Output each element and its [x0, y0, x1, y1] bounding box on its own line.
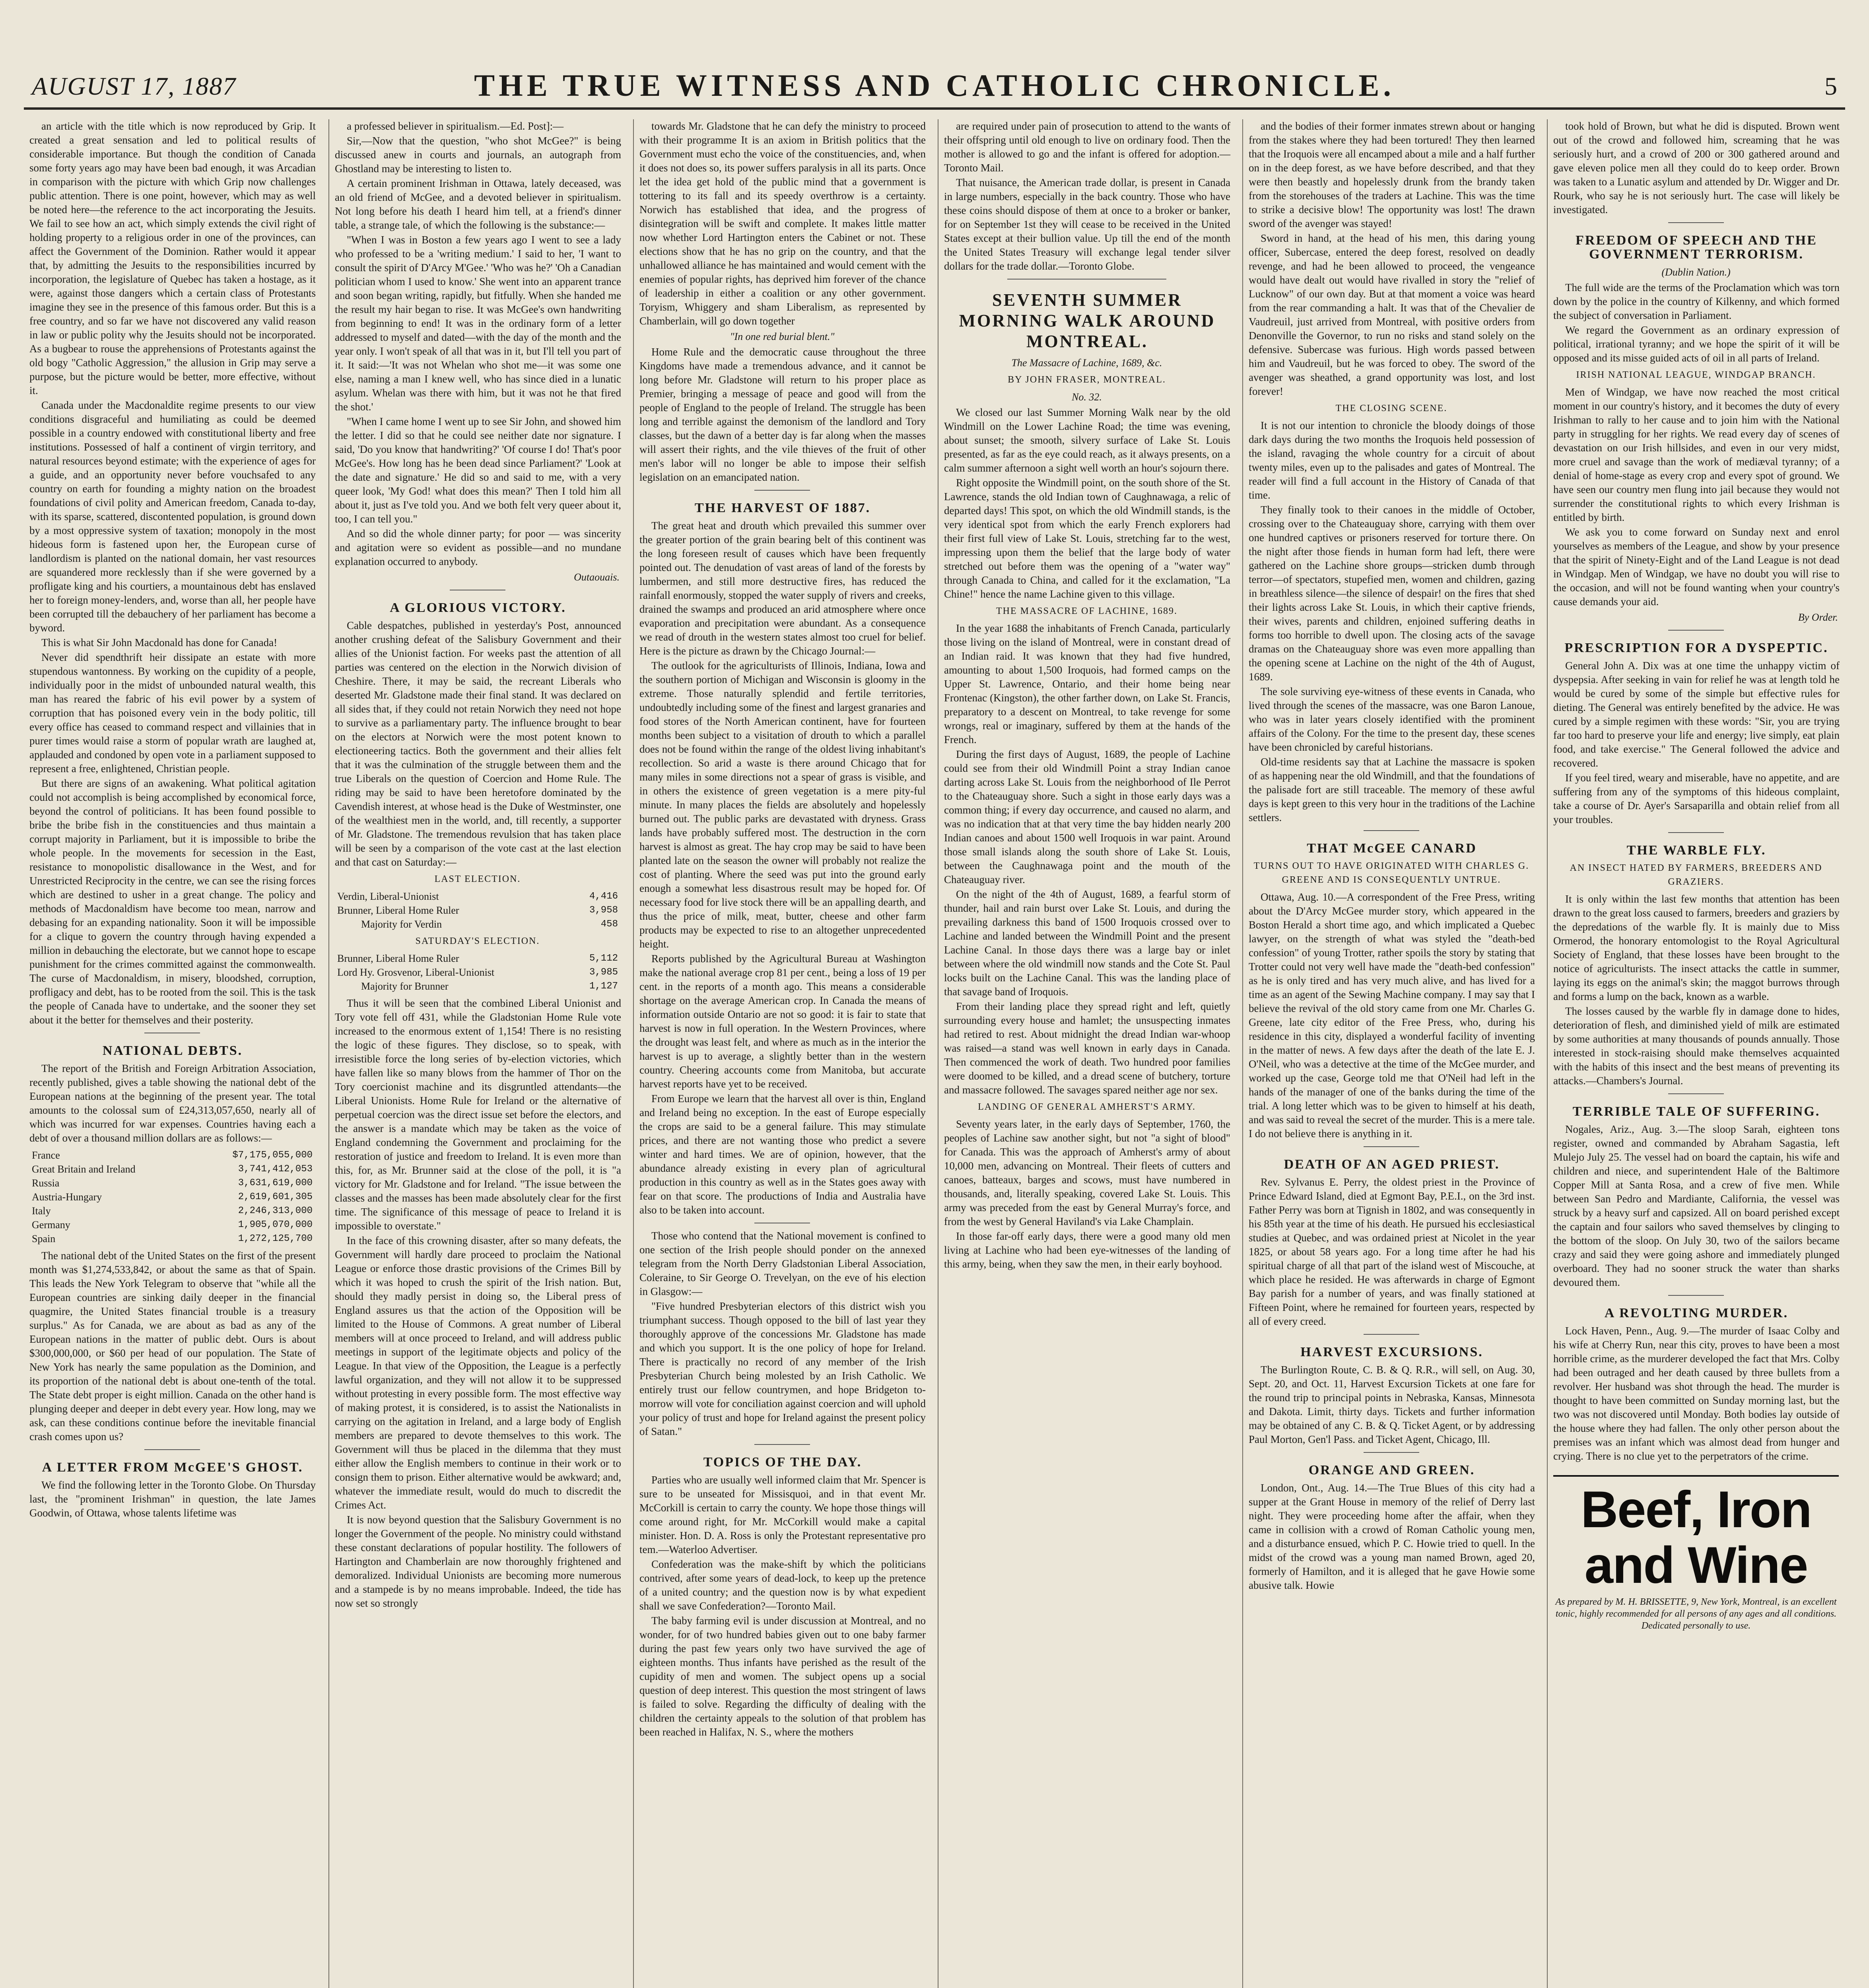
headline-warble-fly: THE WARBLE FLY. [1626, 843, 1766, 858]
article-paragraph: It is not our intention to chronicle the bloody doings of those dark days during the two months the Iroquois held possession of the island, ravaging the whole country for a circuit of about twenty miles, even up to the palisades and gates of Montreal. The reader will find a full account in the History of Canada of that time. [1249, 419, 1535, 501]
article-paragraph: That nuisance, the American trade dollar, is present in Canada in large numbers, especially in the back country. Those who have these coins should dispose of them at once to a broker or banker, for on September 1st they will cease to be received in the United States except at their bullion value. Up till the end of the month the United States Treasury will exchange legal tender silver dollars for the trade dollar.—Toronto Globe. [944, 177, 1230, 272]
article-paragraph: The outlook for the agriculturists of Illinois, Indiana, Iowa and the southern portion of Michigan and Wisconsin is gloomy in the extreme. Those naturally splendid and fertile territories, undoubtedly including some of the finest and largest granaries and food stores of the North American continent, have for fourteen months been subject to a visitation of drouth to which a parallel does not be found within the range of the oldest living inhabitant's recollection. So arid a waste is there around Chicago that for many miles in some directions not a spear of grass is visible, and in others the existence of green vegetation is a mere pity-ful minute. In many places the fields are absolutely and hopelessly burned out. The public parks are devastated with dryness. Grass lands have probably suffered most. The destruction in the corn harvest is almost as great. The hay crop may be said to have been planted late on the season the owner will probably not realize the cost of planting. Where the seed was put into the ground early enough a somewhat less disastrous result may be hoped for. Of necessary food for live stock there will be an appalling dearth, and thus the price of milk, meat, butter, cheese and other farm products may be expected to rise to an altogether unprecedented height. [639, 660, 926, 950]
article-paragraph: Seventy years later, in the early days of September, 1760, the peoples of Lachine saw another sight, but not "a sight of blood" for Canada. This was the approach of Amherst's army of about 10,000 men, advancing on Montreal. Their fleets of cutters and canoes, batteaux, barges and scows, must have numbered in thousands, and, literally speaking, covered Lake St. Louis. This army was preceded from the east by General Murray's force, and from the west by General Haviland's via Lake Champlain. [944, 1118, 1230, 1227]
article-paragraph: On the night of the 4th of August, 1689, a fearful storm of thunder, hail and rain burst over Lake St. Louis, and during the prevailing darkness this band of 1500 Iroquois crossed over to Lachine and landed between the Windmill Point and the present Lachine Canal. In those days there was a large bay or inlet between where the old windmill now stands and the Cote St. Paul locks built on the Lachine Canal. This was the landing place of that savage band of Iroquois. [944, 888, 1230, 998]
column-5 [1242, 119, 1540, 1988]
table-row [337, 965, 618, 979]
country-cell: Spain [32, 1233, 56, 1244]
masthead [24, 48, 1845, 110]
article-paragraph: Men of Windgap, we have now reached the most critical moment in our country's history, and it becomes the duty of every Irishman to rally to her cause and to join him with the National party in struggling for her rights. We read every day of scenes of devastation on our Irish hillsides, and even in our very midst, more cruel and savage than the work of mediæval tyranny; of a denial of home-stage as every crop and every spot of ground. We have seen our country men flung into jail because they would not surrender the constitutional rights to which every Irishman is entitled by birth. [1553, 386, 1840, 523]
article-paragraph: Those who contend that the National movement is confined to one section of the Irish people should ponder on the annexed telegram from the North Derry Gladstonian Liberal Association, Coleraine, to Sir George O. Trevelyan, on the eve of his election in Glasgow:— [639, 1230, 926, 1297]
headline-harvest-excursions: HARVEST EXCURSIONS. [1300, 1345, 1483, 1359]
article-paragraph: The report of the British and Foreign Arbitration Association, recently published, gives a table showing the national debt of the European nations at the beginning of the present year. The total amounts to the colossal sum of £24,313,057,650, nearly all of which was incurred for war expenses. Countries having each a debt of over a thousand million dollars are as follows:— [29, 1062, 316, 1144]
amount-cell: 3,631,619,000 [238, 1178, 313, 1188]
headline-harvest: THE HARVEST OF 1887. [694, 501, 871, 515]
article-paragraph: Canada under the Macdonaldite regime presents to our view conditions disgraceful and humiliating as could be deemed possible in a country endowed with constitutional liberty and free institutions. Possessed of half a continent of virgin territory, and natural resources beyond estimate; with the experience of ages for a guide, and an opportunity never before vouchsafed to any country on earth for founding a mighty nation on the broadest foundations of civil polity and American freedom, Canada to-day, with its sparse, scattered, discontented population, is ground down by a most oppressive system of taxation; monopoly in the most hideous form is fastened upon her, the European curse of landlordism is planted on the national domain, her vast resources are squandered more recklessly than if she were governed by a profligate king and his courtiers, a mountainous debt has enslaved her to foreign money-lenders, and, worse than all, her people have been corrupted till the debauchery of her parliament has become a byword. [29, 399, 316, 634]
divider [1007, 279, 1166, 280]
divider [1364, 1452, 1419, 1453]
votes-cell: 5,112 [589, 953, 618, 964]
newspaper-title: THE TRUE WITNESS AND CATHOLIC CHRONICLE. [474, 68, 1395, 103]
saturday-election-table [337, 951, 618, 993]
article-paragraph: "When I was in Boston a few years ago I went to see a lady who professed to be a 'writing medium.' I said to her, 'I want to consult the spirit of D'Arcy M'Gee.' 'Who was he?' 'Oh a Canadian politician whom I used to know.' She went into an apparent trance and soon began writing, rapidly, but fitfully. When she handed me the result my hair began to rise. It was McGee's own handwriting from beginning to end! It was in the ordinary form of a letter addressed to myself and dated—with the day of the month and the year only. I won't speak of all that was in it, but I'll tell you part of it. It said:—'It was not Whelan who shot me—it was some one else, naming a man I knew well, who has since died in a lunatic asylum. Whelan was there with him, but it was not he that fired the shot.' [335, 234, 621, 413]
article-paragraph: towards Mr. Gladstone that he can defy the ministry to proceed with their programme It is an axiom in British politics that the Government must echo the voice of the constituencies, and, when it does not does so, its power suffers paralysis in all its parts. Once let the idea get hold of the public mind that a government is tottering to its fall and its speedy overthrow is a certainty. Norwich has established that idea, and the progress of disintegration will be swift and complete. It makes little matter now whether Lord Hartington enters the Cabinet or not. These elections show that he has no grip on the country, and that the unhallowed alliance he has maintained and would cement with the enemies of popular rights, has deprived him forever of the chance of leadership in either a coalition or any other government. Toryism, Whiggery and sham Liberalism, as represented by Chamberlain, will go down together [639, 120, 926, 327]
headline-mcgee-canard: THAT McGEE CANARD [1307, 841, 1477, 856]
advertisement [1553, 1475, 1839, 1632]
article-paragraph: Reports published by the Agricultural Bureau at Washington make the national average crop 81 per cent., being a loss of 19 per cent. in the reports of a month ago. This means a considerable shortage on the average American crop. In Canada the means of information outside Ontario are not so good: it is fair to state that harvest is now in full operation. In the Western Provinces, where the drought was least felt, and where as much as in the interior the harvest is up to average, a slightly better than in the western country. Cheering accounts come from Manitoba, but accurate harvest reports have yet to be received. [639, 953, 926, 1090]
article-paragraph: The Burlington Route, C. B. & Q. R.R., will sell, on Aug. 30, Sept. 20, and Oct. 11, Harvest Excursion Tickets at one fare for the round trip to principal points in Nebraska, Kansas, Minnesota and Dakota. Limit, thirty days. Tickets and further information may be obtained of any C. B. & Q. Ticket Agent, or by addressing Paul Morton, Gen'l Pass. and Ticket Agent, Chicago, Ill. [1249, 1364, 1535, 1445]
article-paragraph: We ask you to come forward on Sunday next and enrol yourselves as members of the League, and show by your presence that the spirit of Ninety-Eight and of the Land League is not dead in Windgap. Men of Windgap, we have no doubt you will rise to the occasion, and will not be found wanting when your country's cause demands your aid. [1553, 526, 1840, 608]
article-paragraph: They finally took to their canoes in the middle of October, crossing over to the Chateauguay shore, carrying with them over one hundred captives or prisoners reserved for torture there. On the night after those fiends in human form had left, there were gathered on the Lachine shore groups—stricken dumb through terror—of spectators, stupefied men, women and children, gazing in breathless silence—the silence of despair! on the fires that shed their lights across Lake St. Louis, in which their captive friends, their wives, parents and children, enjoined suffering deaths in forms too horrible to dwell upon. The closing acts of the savage dramas on the Chateauguay shore was even more appalling than the opening scene at Lachine on the night of the 4th of August, 1689. [1249, 504, 1535, 683]
article-paragraph: Lock Haven, Penn., Aug. 9.—The murder of Isaac Colby and his wife at Cherry Run, near this city, proves to have been a most horrible crime, as the murderer developed the fact that Mrs. Colby had been outraged and her death caused by three bullets from a revolver. Her husband was shot through the head. The murder is thought to have been committed on Sunday morning last, but the two was not discovered until Monday. Both bodies lay outside of the house where they had fallen. The only other person about the premises was an infant which was almost dead from hunger and crying. There is no clue yet to the perpetrators of the crime. [1553, 1325, 1840, 1462]
article-paragraph: In the face of this crowning disaster, after so many defeats, the Government will hardly dare proceed to proclaim the National League or enforce those drastic provisions of the Crimes Bill by which it was hoped to crush the spirit of the Irish nation. But, should they madly persist in doing so, the Liberal press of England assures us that the action of the Opposition will be limited to the House of Commons. A great number of Liberal members will at once proceed to Ireland, and will address public meetings in support of the legitimate objects and policy of the League. In that view of the Opposition, the League is a perfectly lawful organization, and they will not allow it to be suppressed without protesting in every possible form. The most effective way of making protest, it is considered, is to assist the Nationalists in carrying on the agitation in Ireland, and a large body of English members are prepared to devote themselves to this work. The Government will thus be placed in the dilemma that they must either allow the English members to continue in their work or to consign them to prison. Either alternative would be awkward; and, whatever the immediate result, would do much to discredit the Crimes Act. [335, 1235, 621, 1511]
article-number: No. 32. [1072, 391, 1102, 403]
article-paragraph: It is only within the last few months that attention has been drawn to the great loss caused to farmers, breeders and graziers by the depredations of the warble fly. It is mainly due to Miss Ormerod, the honorary entomologist to the Royal Agricultural Society of England, that these losses have been brought to the notice of agriculturists. The insect attacks the cattle in summer, laying its eggs on the animal's skin; the maggot burrows through and forms a lump on the back, known as a warble. [1553, 893, 1840, 1002]
amount-cell: 2,619,601,305 [238, 1192, 313, 1202]
table-caption: SATURDAY'S ELECTION. [415, 936, 540, 946]
table-row [32, 1190, 313, 1204]
amount-cell: $7,175,055,000 [232, 1150, 313, 1161]
article-paragraph: The full wide are the terms of the Proclamation which was torn down by the police in the country of Kilkenny, and which formed the subject of conversation in Parliament. [1553, 282, 1840, 321]
divider [1668, 630, 1724, 631]
article-paragraph: The sole surviving eye-witness of these events in Canada, who lived through the scenes of the massacre, was one Baron Lanoue, who was in later years closely identified with the prominent affairs of the Colony. For the time to the present day, these scenes have been chronicled by careful historians. [1249, 685, 1535, 753]
page-number: 5 [1824, 72, 1837, 100]
amount-cell: 2,246,313,000 [238, 1206, 313, 1216]
article-paragraph: Nogales, Ariz., Aug. 3.—The sloop Sarah, eighteen tons register, owned and commanded by Abraham Sagastia, left Mulejo July 25. The vessel had on board the captain, his wife and children and niece, and superintendent Hale of the Baltimore Copper Mill at Santa Rosa, and a crew of five men. While between San Pedro and Mardiante, California, the vessel was struck by a heavy surf and capsized. All on board perished except the captain and four sailors who saved themselves by clinging to the bottom of the sloop. On July 30, two of the sailors became crazy and said they were going ashore and immediately plunged overboard. They had no sooner struck the water than sharks devoured them. [1553, 1123, 1840, 1288]
article-paragraph: If you feel tired, weary and miserable, have no appetite, and are suffering from any of the symptoms of this hideous complaint, take a course of Dr. Ayer's Sarsaparilla and obtain relief from all your troubles. [1553, 772, 1840, 825]
table-row [32, 1176, 313, 1190]
headline-summer-walk: SEVENTH SUMMER MORNING WALK AROUND MONTREAL. [959, 290, 1216, 351]
table-row [32, 1148, 313, 1162]
table-row [337, 889, 618, 903]
column-3 [633, 119, 931, 1988]
article-paragraph: We closed our last Summer Morning Walk near by the old Windmill on the Lower Lachine Road; the time was evening, about sunset; the smooth, silvery surface of Lake St. Louis presented, as far as the eye could reach, as it always presents, on a calm summer afternoon a sight well worth an hour's sojourn there. [944, 406, 1230, 474]
signature: Outaouais. [574, 571, 620, 583]
article-paragraph: Confederation was the make-shift by which the politicians contrived, after some years of dead-lock, to keep up the pretence of a united country; and the question now is by what expedient shall we save Confederation?—Toronto Mail. [639, 1558, 926, 1612]
headline-national-debts: NATIONAL DEBTS. [102, 1043, 243, 1058]
candidate-cell: Brunner, Liberal Home Ruler [337, 905, 459, 916]
divider [1364, 1146, 1419, 1147]
headline-revolting-murder: A REVOLTING MURDER. [1604, 1306, 1789, 1320]
divider [1668, 832, 1724, 833]
headline-terrible-tale: TERRIBLE TALE OF SUFFERING. [1572, 1104, 1820, 1119]
country-cell: Italy [32, 1205, 51, 1217]
article-paragraph: But there are signs of an awakening. What political agitation could not accomplish is being accomplished by economical force, beyond the control of politicians. It has been found possible to bribe the bribe fish in the constituencies and thus maintain a corrupt majority in Parliament, but it is impossible to bribe the whole people. In the movements for secession in the East, resistance to monopolistic disallowance in the West, and for Unrestricted Reciprocity in the centre, we can see the rising forces which are destined to usher in a great change. The policy and methods of Macdonaldism have become too mean, narrow and debasing for an expanding nationality. Soon it will be impossible for a clique to govern the country through having expended a million in debauching the electorate, but we cannot hope to escape punishment for the crimes committed against the commonwealth. The curse of Macdonaldism, in misery, bloodshed, corruption, profligacy and debt, has to be rooted from the soil. This is the task the people of Canada have to undertake, and the sooner they set about it the better for themselves and their posterity. [29, 777, 316, 1026]
quotation: "In one red burial blent." [730, 331, 835, 342]
divider [754, 490, 810, 491]
divider [1668, 1295, 1724, 1296]
table-row [337, 951, 618, 965]
article-paragraph: "Five hundred Presbyterian electors of this district wish you triumphant success. Though opposed to the bill of last year they thoroughly approve of the concessions Mr. Gladstone has made and which you support. It is the one policy of hope for Ireland. There is practically no record of any member of the Irish Presbyterian Church being molested by an Irish Catholic. We entirely trust our fellow countrymen, and hope Bridgeton to-morrow will vote for conciliation against coercion and will uphold your policy of trust and hope for Ireland against the present policy of Satan." [639, 1300, 926, 1437]
amount-cell: 1,905,070,000 [238, 1219, 313, 1230]
headline-mcgee-ghost: A LETTER FROM McGEE'S GHOST. [42, 1460, 303, 1475]
column-1 [24, 119, 321, 1988]
source-line: (Dublin Nation.) [1661, 266, 1731, 278]
country-cell: France [32, 1149, 60, 1161]
article-paragraph: and the bodies of their former inmates strewn about or hanging from the stakes where they had been tortured! They then learned that the Iroquois were all encamped about a mile and a half further on in the deep forest, as we have before described, and that they were then beastly and hopelessly drunk from the brandy taken from the storehouses of the traders at Lachine. This was the time to strike a decisive blow! The opportunity was lost! The drawn sword of the avenger was stayed! [1249, 120, 1535, 229]
candidate-cell: Lord Hy. Grosvenor, Liberal-Unionist [337, 967, 495, 978]
country-cell: Austria-Hungary [32, 1191, 102, 1203]
divider [144, 1449, 200, 1450]
article-paragraph: Never did spendthrift heir dissipate an estate with more stupendous wantonness. By working on the cupidity of a people, individually poor in the midst of unbounded natural wealth, this man has reared the fabric of his evil power by a system of corruption that has poisoned every vein in the body politic, till every office has ceased to command respect and villainies that in purer times would raise a storm of popular wrath are laughed at, applauded and condoned by open vote in a parliament supposed to represent a free, enlightened, Christian people. [29, 651, 316, 775]
ad-body: As prepared by M. H. BRISSETTE, 9, New York, Montreal, is an excellent tonic, highly recommended for all persons of any ages and all conditions. Dedicated personally to use. [1555, 1597, 1837, 1631]
issue-date: AUGUST 17, 1887 [32, 72, 237, 100]
votes-cell: 3,985 [589, 967, 618, 978]
article-paragraph: an article with the title which is now reproduced by Grip. It created a great sensation and led to political results of considerable importance. But though the condition of Canada some forty years ago may have been bad enough, it was Arcadian in comparison with the picture with which Grip now challenges public attention. There is one point, however, which may as well be noted here—the reference to the act incorporating the Jesuits. We fail to see how an act, which simply extends the civil right of holding property to a religious order in one of the provinces, can affect the Government of the Dominion. Rather would it appear that, by admitting the Jesuits to the responsibilities incurred by incorporation, the legislature of Quebec has taken a hostage, as it were, against those dangers which a certain class of Protestants imagine they see in the presence of this famous order. But this is a free country, and so far we have not discovered any valid reason in law or public polity why the Jesuits should not be incorporated. As a bugbear to rouse the apprehensions of Protestants against the old bogy "Catholic Aggression," the allusion in Grip may serve a purpose, but the picture would be better, more effective, without it. [29, 120, 316, 396]
article-paragraph: Old-time residents say that at Lachine the massacre is spoken of as happening near the old Windmill, and that the foundations of the palisade fort are still traceable. The memory of these awful days is kept green to this very hour in the traditions of the Lachine settlers. [1249, 756, 1535, 823]
table-row [32, 1218, 313, 1232]
article-paragraph: From Europe we learn that the harvest all over is thin, England and Ireland being no exception. In the east of Europe especially the crops are said to be a general failure. This may stimulate prices, and there are not wanting those who predict a severe winter and hard times. We are of opinion, however, that the abundance already existing in every plan of agricultural production in this country as well as in the States goes away with fear on that score. The productions of India and Australia have also to be taken into account. [639, 1093, 926, 1216]
column-4 [938, 119, 1235, 1988]
section-label: IRISH NATIONAL LEAGUE, WINDGAP BRANCH. [1576, 370, 1816, 380]
article-paragraph: are required under pain of prosecution to attend to the wants of their offspring until old enough to live on ordinary food. Then the mother is allowed to go and the infant is offered for adoption.—Toronto Mail. [944, 120, 1230, 174]
article-paragraph: The great heat and drouth which prevailed this summer over the greater portion of the grain bearing belt of this continent was the long foreseen result of causes which have been frequently pointed out. The denudation of vast areas of land of the forests by lumbermen, and still more destructive fires, has reduced the rainfall enormously, stopped the water supply of rivers and creeks, drained the swamps and produced an arid atmosphere where once evaporation and precipitation were abundant. As a consequence we read of drouth in the western states almost too cruel for belief. Here is the picture as drawn by the Chicago Journal:— [639, 520, 926, 657]
votes-cell: 4,416 [589, 891, 618, 902]
article-paragraph: Right opposite the Windmill point, on the south shore of the St. Lawrence, stands the old Indian town of Caughnawaga, a relic of departed days! This spot, on which the old Windmill stands, is the very identical spot from which the early French explorers had their first full view of Lake St. Louis, stretching far to the west, impressing upon them the belief that the large body of water stretched out before them was the opening of a "water way" through Canada to China, and called for it the exclamation, "La Chine!" hence the name Lachine given to this village. [944, 477, 1230, 600]
divider [754, 1444, 810, 1445]
article-paragraph: a professed believer in spiritualism.—Ed. Post]:— [347, 120, 564, 132]
majority-cell: Majority for Brunner [361, 980, 449, 992]
headline-aged-priest: DEATH OF AN AGED PRIEST. [1284, 1157, 1500, 1172]
candidate-cell: Brunner, Liberal Home Ruler [337, 953, 459, 964]
country-cell: Great Britain and Ireland [32, 1163, 136, 1175]
table-row [32, 1162, 313, 1176]
article-paragraph: Cable despatches, published in yesterday's Post, announced another crushing defeat of the Salisbury Government and their allies of the Unionist faction. For weeks past the attention of all parties was centered on the election in the Norwich division of Cheshire. There, it may be said, the recreant Liberals who deserted Mr. Gladstone made their final stand. It was declared on all sides that, if they could not retain Norwich they need not hope to survive as a parliamentary party. The influence brought to bear on the electors at Norwich were the most potent known to electioneering tactics. Both the government and their allies felt that it was the culmination of the struggle between them and the true Liberals on the question of Coercion and Home Rule. The riding may be said to have been heretofore dominated by the Cavendish interest, at whose head is the Duke of Westminster, one of the wealthiest men in the world, and, till recently, a supporter of Mr. Gladstone. The tremendous revulsion that has taken place will be seen by a comparison of the vote cast at the last election and that cast on Saturday:— [335, 619, 621, 868]
byline: BY JOHN FRASER, MONTREAL. [1008, 375, 1166, 385]
section-label: THE MASSACRE OF LACHINE, 1689. [996, 606, 1178, 616]
divider [1668, 1093, 1724, 1094]
article-paragraph: Sword in hand, at the head of his men, this daring young officer, Subercase, entered the deep forest, resolved on deadly revenge, and had he been allowed to proceed, the vengeance would have dealt out would have rivalled in story the "relief of Lucknow" of our own day. But at that moment a voice was heard from the rear commanding a halt. It was that of the Chevalier de Vaudreuil, just arrived from Montreal, with positive orders from Denonville the Governor, to run no risks and stand solely on the defensive. Subercase was furious. High words passed between him and Vaudreuil, but he was forced to obey. The sword of the avenger was sheathed, a grand opportunity was lost, and lost forever! [1249, 232, 1535, 397]
table-row [337, 979, 618, 993]
section-label: LANDING OF GENERAL AMHERST'S ARMY. [978, 1102, 1196, 1112]
article-paragraph: The losses caused by the warble fly in damage done to hides, deterioration of flesh, and diminished yield of milk are estimated by some authorities at many thousands of pounds annually. Those interested in stock-raising should make themselves acquainted with the habits of this insect and the best means of preventing its attacks.—Chambers's Journal. [1553, 1005, 1840, 1087]
subheadline: TURNS OUT TO HAVE ORIGINATED WITH CHARLES G. GREENE AND IS CONSEQUENTLY UNTRUE. [1253, 861, 1529, 885]
article-paragraph: London, Ont., Aug. 14.—The True Blues of this city had a supper at the Grant House in memory of the relief of Derry last night. They were proceeding home after the affair, when they came in collision with a crowd of Roman Catholic young men, and a disturbance ensued, which P. C. Howie tried to quell. In the midst of the crowd was a young man named Brown, aged 20, formerly of Hamilton, and it is alleged that he gave Howie some abusive talk. Howie [1249, 1482, 1535, 1591]
ad-title: Beef, Iron and Wine [1581, 1480, 1811, 1594]
article-paragraph: General John A. Dix was at one time the unhappy victim of dyspepsia. After seeking in vain for relief he was at length told he would be cured by some of the simple but effective rules for dieting. The General was entirely benefited by the advice. He was cured by a simple regimen with these words: "Sir, you are trying far too hard to preserve your life and energy; live simply, eat plain food, and take exercise." The General followed the advice and recovered. [1553, 660, 1840, 769]
table-row [337, 917, 618, 931]
debts-table [32, 1148, 313, 1246]
headline-dyspeptic: PRESCRIPTION FOR A DYSPEPTIC. [1564, 641, 1828, 655]
table-caption: LAST ELECTION. [434, 874, 521, 884]
subheadline: AN INSECT HATED BY FARMERS, BREEDERS AND GRAZIERS. [1570, 863, 1822, 887]
headline-orange-green: ORANGE AND GREEN. [1308, 1463, 1475, 1477]
article-paragraph: This is what Sir John Macdonald has done for Canada! [41, 637, 278, 648]
candidate-cell: Verdin, Liberal-Unionist [337, 891, 439, 902]
section-label: THE CLOSING SCENE. [1335, 403, 1447, 414]
article-paragraph: During the first days of August, 1689, the people of Lachine could see from their old Windmill Point a stray Indian canoe darting across Lake St. Louis from the neighborhood of Ile Perrot to the Chateauguay shore. Such a sight in those early days was a common thing; if every day occurrence, and caused no alarm, and was no indication that at that very time the bay hidden nearly 200 Indian canoes and about 1500 well Iroquois in war paint. Around those small islands along the south shore of Lake St. Louis, between the Caughnawaga point and the mouth of the Chateauguay river. [944, 748, 1230, 885]
article-paragraph: From their landing place they spread right and left, quietly surrounding every house and hamlet; the unsuspecting inmates had retired to rest. About midnight the dread Indian war-whoop was raised—a stand was well known in early days in Canada. Then commenced the work of death. Two hundred poor families were doomed to be killed, and a dread scene of butchery, torture and massacre followed. The savages spared neither age nor sex. [944, 1000, 1230, 1096]
votes-cell: 1,127 [589, 981, 618, 992]
article-paragraph: The national debt of the United States on the first of the present month was $1,274,533,842, or about the same as that of Spain. This leads the New York Telegram to observe that "while all the European countries are sinking daily deeper in the financial quagmire, the United States financial trouble is a treasury surplus." As for Canada, we are about as bad as any of the European nations in the matter of public debt. Ours is about $300,000,000, or $60 per head of our population. The State of New York has nearly the same population as the Dominion, and its proportion of the national debt is about one-tenth of the total. The State debt proper is eight million. Canada on the other hand is plunging deeper and deeper in debt every year. How long, may we ask, can these conditions continue before the inevitable financial crash comes upon us? [29, 1250, 316, 1442]
table-row [32, 1232, 313, 1246]
headline-glorious-victory: A GLORIOUS VICTORY. [390, 600, 566, 615]
article-paragraph: Sir,—Now that the question, "who shot McGee?" is being discussed anew in courts and journals, an autograph from Ghostland may be interesting to listen to. [335, 135, 621, 175]
votes-cell: 3,958 [589, 905, 618, 916]
article-paragraph: Ottawa, Aug. 10.—A correspondent of the Free Press, writing about the D'Arcy McGee murder story, which appeared in the Boston Herald a short time ago, and which implicated a Quebec lawyer, on the strength of what was styled the "death-bed confession" of young Trotter, rather spoils the story by stating that Trotter could not very well have made the "death-bed confession" as he is only tired and has very much alive, and has lived for a time as an agent of the Sewing Machine company. I may say that I believe the revival of the old story came from one Mr. Charles G. Greene, late city editor of the Free Press, who, during his residence in this city, displayed a wonderful facility of inventing in the matter of news. A few days after the death of the late E. J. O'Neil, who was a detective at the time of the McGee murder, and worked up the case, George told me that O'Neil had left in the hands of the manager of one of the banks during the time of the trial. A long letter which was to be given to himself at his death, and was said to reveal the secret of the murder. This is a mere tale. I do not believe there is anything in it. [1249, 891, 1535, 1140]
headline-topics: TOPICS OF THE DAY. [703, 1455, 862, 1470]
headline-freedom-of-speech: FREEDOM OF SPEECH AND THE GOVERNMENT TERRORISM. [1576, 233, 1817, 262]
last-election-table [337, 889, 618, 931]
majority-cell: Majority for Verdin [361, 918, 442, 930]
article-paragraph: We find the following letter in the Toronto Globe. On Thursday last, the "prominent Irishman" in question, the late James Goodwin, of Ottawa, whose talents lifetime was [29, 1479, 316, 1519]
columns [24, 119, 1845, 1988]
signature: By Order. [1798, 612, 1838, 623]
subheadline: The Massacre of Lachine, 1689, &c. [1011, 357, 1162, 369]
article-paragraph: Parties who are usually well informed claim that Mr. Spencer is sure to be unseated for Missisquoi, and in that event Mr. McCorkill is certain to carry the county. We hope those things will come around right, for Mr. McCorkill would make a capital minister. Hon. D. A. Ross is only the Protestant representative pro tem.—Waterloo Advertiser. [639, 1474, 926, 1555]
country-cell: Russia [32, 1177, 60, 1189]
article-paragraph: A certain prominent Irishman in Ottawa, lately deceased, was an old friend of McGee, and a devoted believer in spiritualism. Not long before his death I heard him tell, at a friend's dinner table, a strange tale, of which the following is the substance:— [335, 177, 621, 231]
table-row [32, 1204, 313, 1218]
article-paragraph: Home Rule and the democratic cause throughout the three Kingdoms have made a tremendous advance, and it cannot be long before Mr. Gladstone will return to his proper place as Premier, bringing a message of peace and good will from the people of England to the people of Ireland. The struggle has been long and terrible against the demonism of the landlord and Tory classes, but the dawn of a better day is far along when the masses will assert their rights, and the vile thieves of the fruit of other men's labor will no longer be able to impose their selfish legislation on an emancipated nation. [639, 346, 926, 483]
article-paragraph: took hold of Brown, but what he did is disputed. Brown went out of the crowd and followed him, screaming that he was seriously hurt, and a crowd of 200 or 300 gathered around and gave eleven police men all they could do to keep order. Brown was taken to a Lunatic asylum and attended by Dr. Wigger and Dr. Rourk, who say he is not seriously hurt. The case will likely be investigated. [1553, 120, 1840, 215]
article-paragraph: And so did the whole dinner party; for poor — was sincerity and agitation were so evident as possible—and no mundane explanation occurred to anybody. [335, 528, 621, 567]
table-row [337, 903, 618, 917]
article-paragraph: "When I came home I went up to see Sir John, and showed him the letter. I did so that he could see neither date nor signature. I said, 'Do you know that handwriting?' 'Of course I do! That's poor McGee's. How long has he been dead since Parliament?' 'Look at the date and signature.' He did so and said to me, with a very queer look, 'My God! what does this mean?' Then I told him all about it, just as I've told you. And we both felt very queer about it, too, I can tell you." [335, 415, 621, 525]
divider [1364, 1334, 1419, 1335]
article-paragraph: The baby farming evil is under discussion at Montreal, and no wonder, for of two hundred babies given out to one baby farmer during the past few years only two have survived the age of eighteen months. Thus infants have perished as the result of the cupidity of men and women. The subject opens up a social question of deep interest. This question the most stringent of laws is failed to solve. Regarding the difficulty of dealing with the children the certainty appeals to the solution of that problem has been reached in Halifax, N. S., where the mothers [639, 1615, 926, 1738]
article-paragraph: In those far-off early days, there were a good many old men living at Lachine who had been eye-witnesses of the landing of this army, being, when they saw the men, in their early boyhood. [944, 1230, 1230, 1270]
article-paragraph: We regard the Government as an ordinary expression of political, irrational tyranny; and we hope the spirit of it will be opposed and its misse guided acts of oil in all parts of Ireland. [1553, 324, 1840, 364]
amount-cell: 1,272,125,700 [238, 1233, 313, 1244]
divider [1668, 222, 1724, 223]
divider [1364, 830, 1419, 831]
article-paragraph: Rev. Sylvanus E. Perry, the oldest priest in the Province of Prince Edward Island, died at Egmont Bay, P.E.I., on the 3rd inst. Father Perry was born at Tignish in 1802, and was consequently in his 85th year at the time of his death. He pursued his ecclesiastical studies at Quebec, and was ordained priest at Nicolet in the year 1825, or about 58 years ago. For a long time after he had his spiritual charge of all that part of the island west of Miscouche, at which place he resided. He was afterwards in charge of Egmont Bay parish for a number of years, and was finally stationed at Fifteen Point, where he remained for fourteen years, respected by all of every creed. [1249, 1176, 1535, 1327]
amount-cell: 3,741,412,053 [238, 1164, 313, 1175]
country-cell: Germany [32, 1219, 70, 1231]
article-paragraph: It is now beyond question that the Salisbury Government is no longer the Government of the people. No ministry could withstand these constant declarations of popular hostility. The followers of Hartington and Chamberlain are now thoroughly frightened and demoralized. Individual Unionists are becoming more numerous and a stampede is by no means improbable. Indeed, the tide has now set so strongly [335, 1514, 621, 1609]
column-6 [1547, 119, 1844, 1988]
article-paragraph: Thus it will be seen that the combined Liberal Unionist and Tory vote fell off 431, while the Gladstonian Home Rule vote increased to the enormous extent of 1,154! There is no resisting the logic of these figures. They disclose, so to speak, with irresistible force the long series of by-election victories, which have fallen like so many blows from the hammer of Thor on the Tory coercionist machine and its disgruntled attendants—the Liberal Unionists. Home Rule for Ireland or the alternative of perpetual coercion was the direct issue set before the electors, and the answer is a mandate which may be taken as the voice of England condemning the Government and proclaiming for the restoration of justice and freedom to Ireland. It is even more than this, for, as Mr. Brunner said at the close of the poll, it is "a victory for Mr. Gladstone and for Ireland. "The issue between the classes and the masses has been made absolutely clear for the first time. The significance of this message of peace to Ireland it is impossible to overstate." [335, 997, 621, 1232]
column-2 [328, 119, 626, 1988]
article-paragraph: In the year 1688 the inhabitants of French Canada, particularly those living on the island of Montreal, were in constant dread of an Indian raid. It was known that they had five hundred, amounting to about 1,500 Iroquois, had formed camps on the Upper St. Lawrence, Ontario, and their home being near Frontenac (Kingston), the other farther down, on Lake St. Francis, preparatory to a descent on Montreal, to take revenge for some wrongs, real or imaginary, suffered by them at the hands of the French. [944, 622, 1230, 746]
votes-cell: 458 [600, 919, 618, 930]
